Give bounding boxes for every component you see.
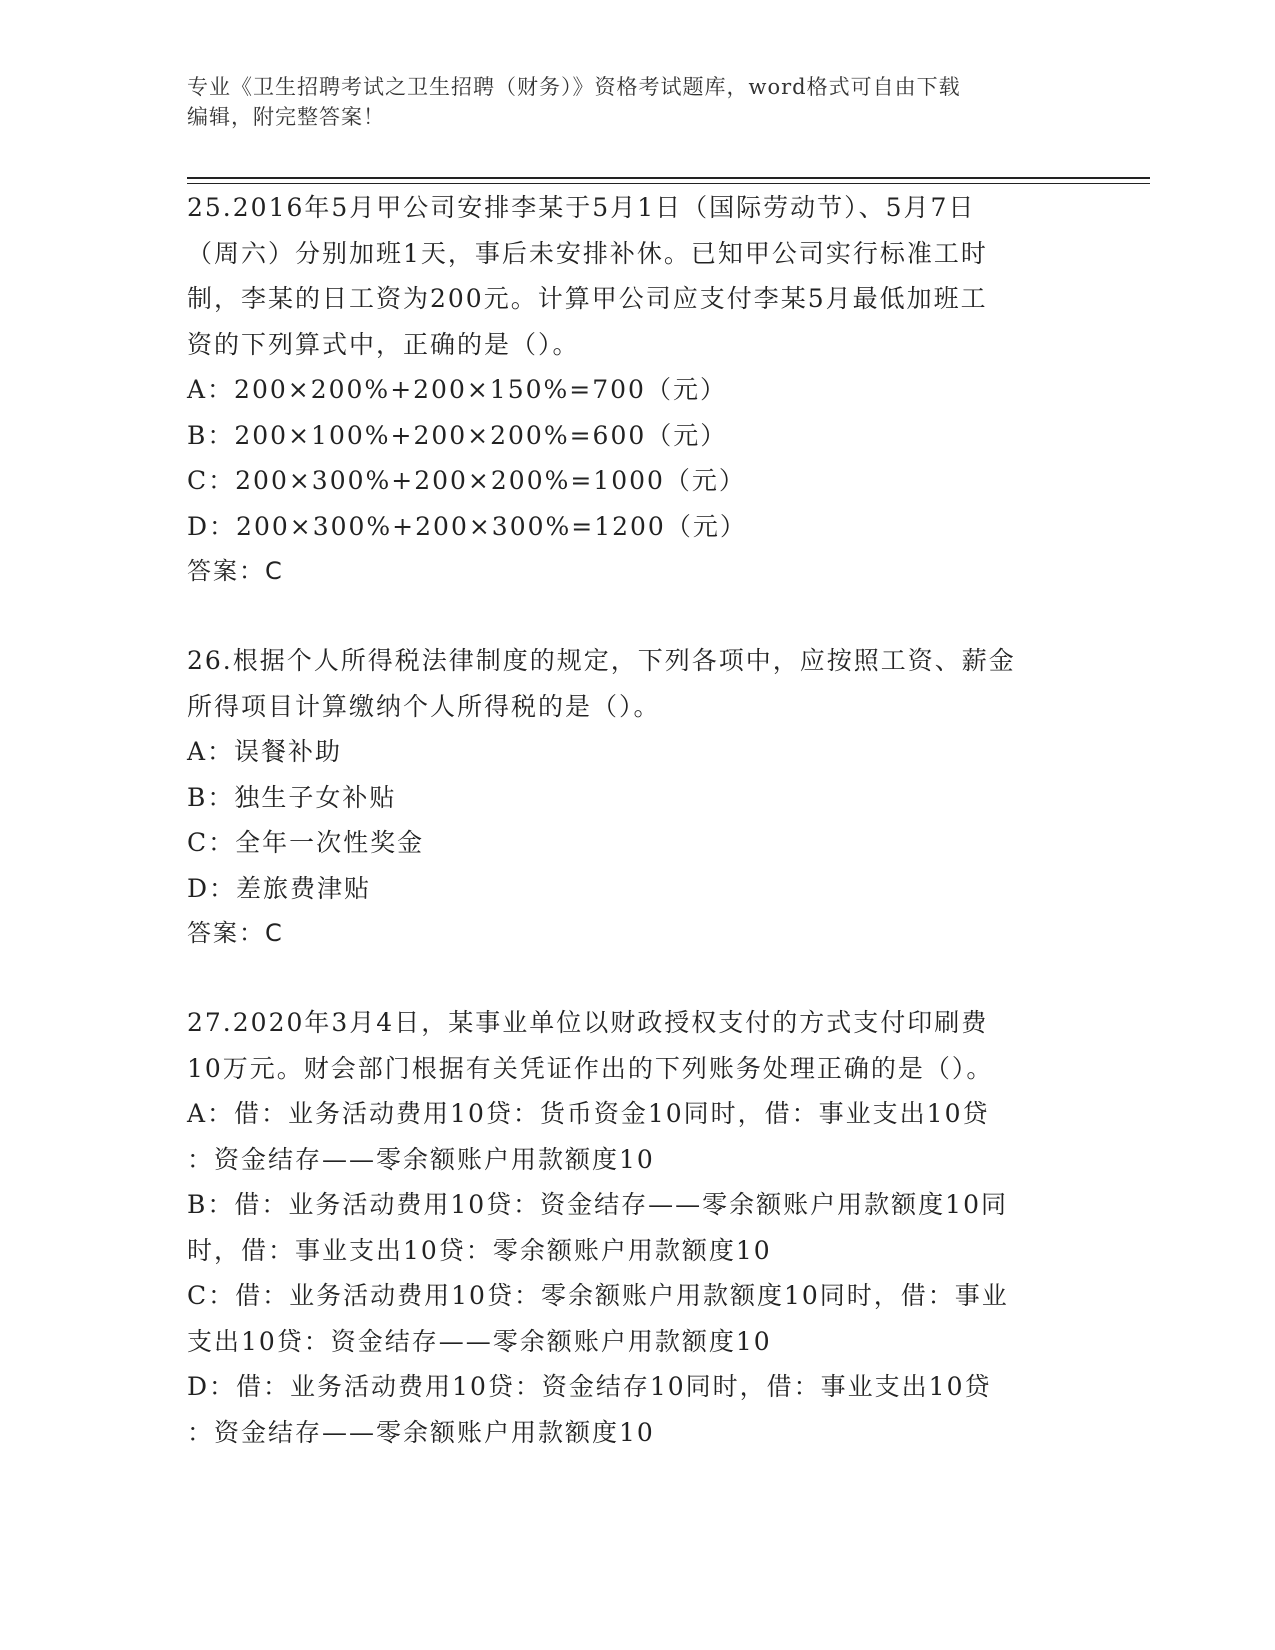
question-stem-line: （周六）分别加班1天，事后未安排补休。已知甲公司实行标准工时: [187, 238, 988, 268]
option-c: C：全年一次性奖金: [187, 828, 425, 857]
option-b: B：独生子女补贴: [187, 782, 397, 812]
option-a-continued: ：资金结存——零余额账户用款额度10: [187, 1144, 655, 1174]
question-25: [187, 185, 1067, 595]
option-c: C：200×300%+200×200%=1000（元）: [187, 466, 746, 495]
header-divider-thick: [187, 177, 1150, 179]
option-b: B：借：业务活动费用10贷：资金结存——零余额账户用款额度10同: [187, 1190, 1008, 1219]
option-d-continued: ：资金结存——零余额账户用款额度10: [187, 1417, 655, 1447]
question-stem-line: 27.2020年3月4日，某事业单位以财政授权支付的方式支付印刷费: [187, 1008, 989, 1037]
header-line-2: 编辑，附完整答案！: [187, 105, 385, 129]
question-stem-line: 25.2016年5月甲公司安排李某于5月1日（国际劳动节）、5月7日: [187, 193, 976, 222]
question-stem-line: 10万元。财会部门根据有关凭证作出的下列账务处理正确的是（）。: [187, 1053, 994, 1083]
option-d: D：200×300%+200×300%=1200（元）: [187, 511, 747, 541]
option-a: A：误餐补助: [187, 737, 343, 766]
option-a: A：200×200%+200×150%=700（元）: [187, 375, 727, 404]
option-c-continued: 支出10贷：资金结存——零余额账户用款额度10: [187, 1326, 772, 1356]
option-d: D：差旅费津贴: [187, 873, 372, 903]
question-stem-line: 26.根据个人所得税法律制度的规定，下列各项中，应按照工资、薪金: [187, 646, 1016, 675]
option-d: D：借：业务活动费用10贷：资金结存10同时，借：事业支出10贷: [187, 1372, 992, 1401]
document-header: [187, 72, 1067, 132]
option-c: C：借：业务活动费用10贷：零余额账户用款额度10同时，借：事业: [187, 1281, 1009, 1310]
option-b-continued: 时，借：事业支出10贷：零余额账户用款额度10: [187, 1235, 772, 1265]
answer-line: 答案：C: [187, 557, 284, 585]
header-line-1: 专业《卫生招聘考试之卫生招聘（财务）》资格考试题库，word格式可自由下载: [187, 75, 961, 99]
answer-line: 答案：C: [187, 919, 284, 947]
option-b: B：200×100%+200×200%=600（元）: [187, 420, 728, 450]
question-27: [187, 1000, 1067, 1455]
question-stem-line: 制，李某的日工资为200元。计算甲公司应支付李某5月最低加班工: [187, 284, 988, 313]
option-a: A：借：业务活动费用10贷：货币资金10同时，借：事业支出10贷: [187, 1099, 990, 1128]
question-26: [187, 638, 1067, 957]
header-divider-thin: [187, 183, 1150, 184]
question-stem-line: 所得项目计算缴纳个人所得税的是（）。: [187, 691, 661, 721]
question-stem-line: 资的下列算式中，正确的是（）。: [187, 329, 580, 359]
